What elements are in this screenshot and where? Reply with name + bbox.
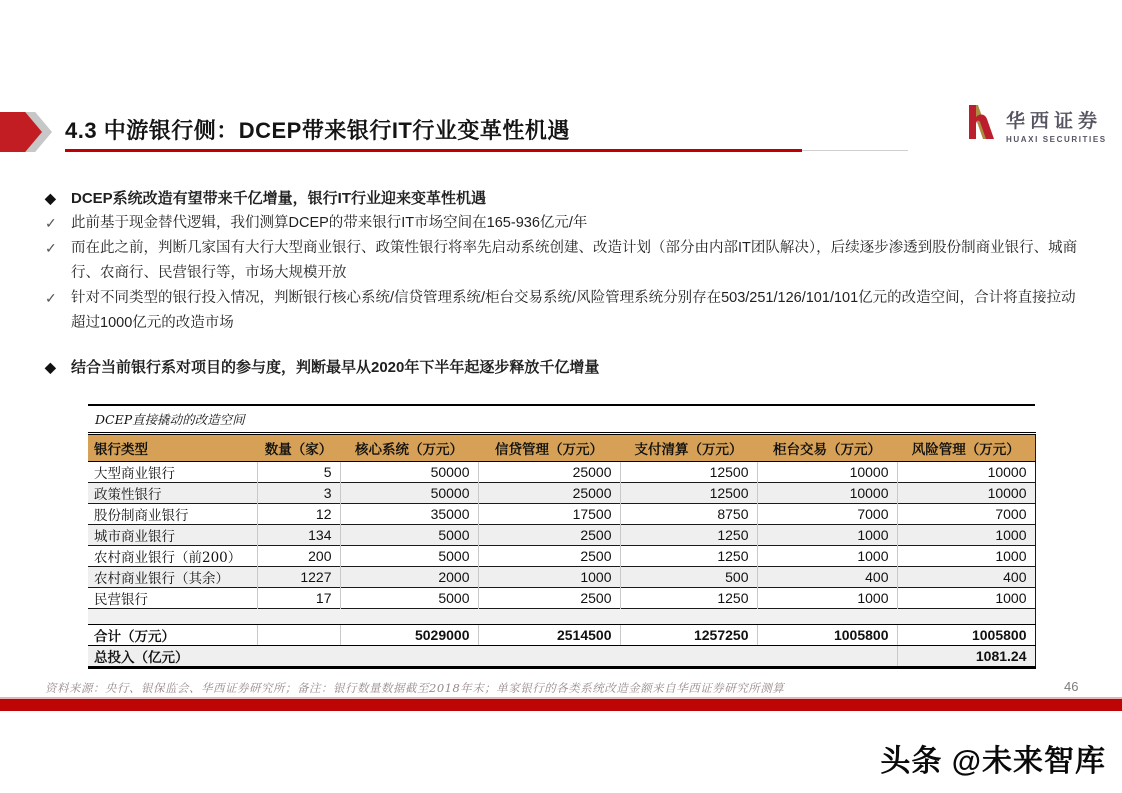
page-number: 46 <box>1064 679 1079 694</box>
value-cell: 5000 <box>340 525 478 546</box>
grand-total-row <box>88 646 1035 668</box>
total-credit-mgmt: 2514500 <box>478 625 620 646</box>
bullet-text: DCEP系统改造有望带来千亿增量，银行IT行业迎来变革性机遇 <box>71 190 487 207</box>
bullet-list <box>45 186 1087 380</box>
bank-type-cell: 城市商业银行 <box>88 525 257 546</box>
value-cell: 3 <box>257 483 340 504</box>
diamond-bullet-icon: ◆ <box>45 190 56 206</box>
value-cell: 7000 <box>757 504 897 525</box>
value-cell: 35000 <box>340 504 478 525</box>
value-cell: 1000 <box>757 546 897 567</box>
bank-type-cell: 股份制商业银行 <box>88 504 257 525</box>
bullet-text: 而在此之前，判断几家国有大行大型商业银行、政策性银行将率先启动系统创建、改造计划（部分由内部IT团队解决），后续逐步渗透到股份制商业银行、城商行、农商行、民营银行等，市场大规模开放 <box>71 240 1078 281</box>
col-header-credit-mgmt: 信贷管理（万元） <box>478 434 620 462</box>
bullet-item <box>45 355 1087 380</box>
table-row <box>88 567 1035 588</box>
value-cell: 400 <box>897 567 1035 588</box>
value-cell: 2000 <box>340 567 478 588</box>
bullet-text: 此前基于现金替代逻辑，我们测算DCEP的带来银行IT市场空间在165-936亿元/年 <box>71 215 588 231</box>
grand-total-label: 总投入（亿元） <box>88 646 897 668</box>
diamond-bullet-icon: ◆ <box>45 359 56 375</box>
value-cell: 1250 <box>620 588 757 609</box>
value-cell: 1000 <box>757 525 897 546</box>
total-payment-clearing: 1257250 <box>620 625 757 646</box>
value-cell: 17500 <box>478 504 620 525</box>
bullet-item <box>45 286 1087 336</box>
value-cell: 1250 <box>620 546 757 567</box>
value-cell: 134 <box>257 525 340 546</box>
page-title: 4.3 中游银行侧：DCEP带来银行IT行业变革性机遇 <box>65 118 570 143</box>
value-cell: 1000 <box>897 525 1035 546</box>
logo-name-cn: 华西证券 <box>1006 109 1103 132</box>
check-bullet-icon: ✓ <box>45 215 57 231</box>
value-cell: 1000 <box>897 588 1035 609</box>
col-header-bank-type: 银行类型 <box>88 434 257 462</box>
bullet-item <box>45 211 1087 236</box>
value-cell: 25000 <box>478 462 620 483</box>
col-header-counter-trading: 柜台交易（万元） <box>757 434 897 462</box>
value-cell: 50000 <box>340 483 478 504</box>
value-cell: 1000 <box>478 567 620 588</box>
value-cell: 2500 <box>478 546 620 567</box>
table-row <box>88 483 1035 504</box>
total-counter-trading: 1005800 <box>757 625 897 646</box>
table-row <box>88 504 1035 525</box>
value-cell: 12500 <box>620 462 757 483</box>
title-underline <box>65 149 802 152</box>
table-caption: DCEP直接撬动的改造空间 <box>88 404 1035 432</box>
value-cell: 5000 <box>340 546 478 567</box>
bank-type-cell: 大型商业银行 <box>88 462 257 483</box>
value-cell: 200 <box>257 546 340 567</box>
table-body <box>88 462 1035 609</box>
huaxi-logo <box>962 102 1107 147</box>
check-bullet-icon: ✓ <box>45 240 57 256</box>
bank-type-cell: 政策性银行 <box>88 483 257 504</box>
watermark-text: 头条 @未来智库 <box>880 745 1106 778</box>
table-row <box>88 546 1035 567</box>
value-cell: 17 <box>257 588 340 609</box>
source-note: 资料来源：央行、银保监会、华西证券研究所；备注：银行数量数据截至2018年末；单家银行的各类系统改造金额来自华西证券研究所测算 <box>45 681 785 695</box>
value-cell: 10000 <box>757 483 897 504</box>
value-cell: 2500 <box>478 588 620 609</box>
bullet-item <box>45 236 1087 286</box>
value-cell: 5 <box>257 462 340 483</box>
bottom-red-bar <box>0 697 1122 711</box>
grand-total-value: 1081.24 <box>897 646 1035 668</box>
table-row <box>88 525 1035 546</box>
value-cell: 7000 <box>897 504 1035 525</box>
bullet-text: 针对不同类型的银行投入情况，判断银行核心系统/信贷管理系统/柜台交易系统/风险管理系统分别存在503/251/126/101/101亿元的改造空间，合计将直接拉动超过1000亿元的改造市场 <box>71 290 1076 331</box>
total-risk-mgmt: 1005800 <box>897 625 1035 646</box>
total-core-system: 5029000 <box>340 625 478 646</box>
total-label: 合计（万元） <box>88 625 257 646</box>
col-header-count: 数量（家） <box>257 434 340 462</box>
dcep-renovation-table <box>88 432 1036 669</box>
check-bullet-icon: ✓ <box>45 290 57 306</box>
value-cell: 8750 <box>620 504 757 525</box>
value-cell: 10000 <box>757 462 897 483</box>
value-cell: 50000 <box>340 462 478 483</box>
value-cell: 10000 <box>897 462 1035 483</box>
logo-name-en: HUAXI SECURITIES <box>1006 134 1107 144</box>
col-header-payment-clearing: 支付清算（万元） <box>620 434 757 462</box>
bullet-text: 结合当前银行系对项目的参与度，判断最早从2020年下半年起逐步释放千亿增量 <box>71 359 600 376</box>
dcep-table-section <box>88 404 1035 669</box>
value-cell: 5000 <box>340 588 478 609</box>
bullet-item <box>45 186 1087 211</box>
value-cell: 25000 <box>478 483 620 504</box>
value-cell: 400 <box>757 567 897 588</box>
huaxi-logo-icon <box>962 102 998 147</box>
col-header-risk-mgmt: 风险管理（万元） <box>897 434 1035 462</box>
value-cell: 2500 <box>478 525 620 546</box>
title-chevron-icon <box>0 112 52 152</box>
value-cell: 1000 <box>757 588 897 609</box>
bank-type-cell: 农村商业银行（其余） <box>88 567 257 588</box>
table-row <box>88 588 1035 609</box>
bank-type-cell: 农村商业银行（前200） <box>88 546 257 567</box>
bank-type-cell: 民营银行 <box>88 588 257 609</box>
table-row <box>88 462 1035 483</box>
spacer-row <box>88 609 1035 625</box>
value-cell: 500 <box>620 567 757 588</box>
title-underline-gray <box>802 150 908 151</box>
col-header-core-system: 核心系统（万元） <box>340 434 478 462</box>
value-cell: 12 <box>257 504 340 525</box>
total-row <box>88 625 1035 646</box>
value-cell: 12500 <box>620 483 757 504</box>
value-cell: 1227 <box>257 567 340 588</box>
total-count <box>257 625 340 646</box>
value-cell: 10000 <box>897 483 1035 504</box>
value-cell: 1000 <box>897 546 1035 567</box>
table-header-row <box>88 434 1035 462</box>
value-cell: 1250 <box>620 525 757 546</box>
